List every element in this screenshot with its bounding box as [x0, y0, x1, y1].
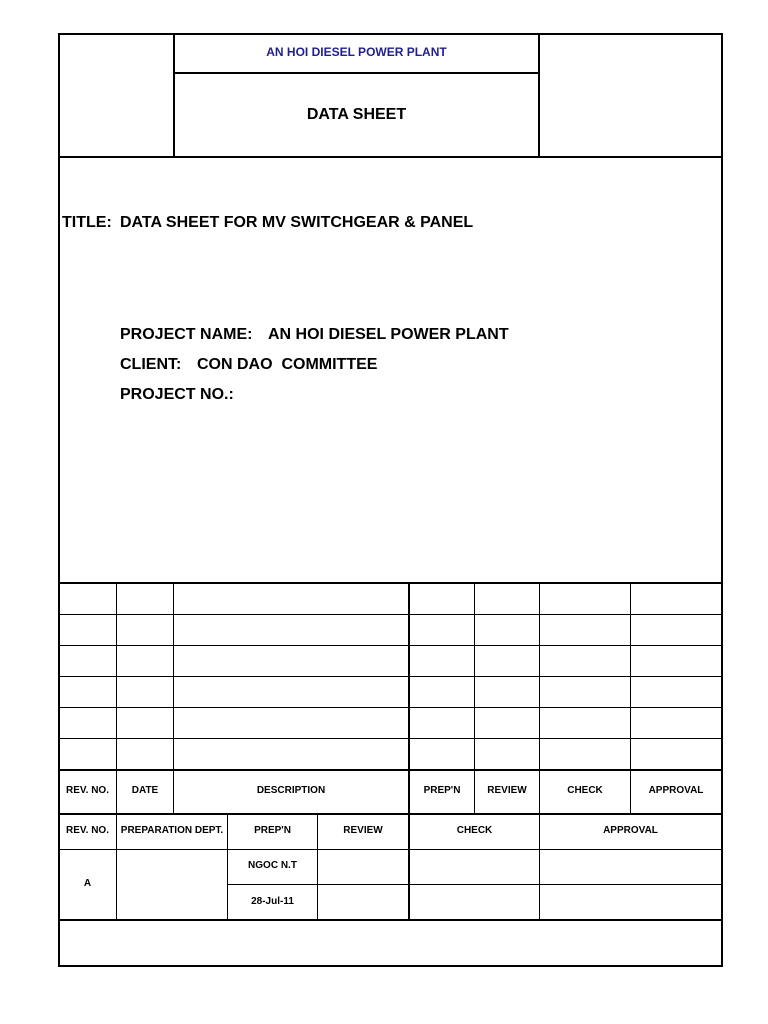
header-doc-type: DATA SHEET	[306, 106, 407, 123]
prep-preparer: NGOC N.T	[248, 860, 297, 871]
title-label: TITLE:	[62, 214, 112, 231]
prep-rev-value: A	[83, 878, 92, 889]
project-number-label: PROJECT NO.:	[120, 386, 234, 403]
prep-header-prepn: PREP'N	[254, 825, 291, 836]
rev-header-description: DESCRIPTION	[256, 785, 326, 796]
prep-date: 28-Jul-11	[251, 896, 294, 907]
prep-header-dept: PREPARATION DEPT.	[120, 825, 224, 836]
project-name-value: AN HOI DIESEL POWER PLANT	[268, 326, 509, 343]
header-plant-name: AN HOI DIESEL POWER PLANT	[266, 45, 447, 59]
rev-header-approval: APPROVAL	[648, 785, 704, 796]
border-bottom	[58, 965, 723, 967]
prep-header-review: REVIEW	[343, 825, 383, 836]
project-name-label: PROJECT NAME:	[120, 326, 253, 343]
rev-header-check: CHECK	[567, 785, 603, 796]
title-value: DATA SHEET FOR MV SWITCHGEAR & PANEL	[120, 214, 474, 231]
rev-header-review: REVIEW	[487, 785, 527, 796]
client-value: CON DAO COMMITTEE	[197, 356, 378, 373]
border-right	[721, 33, 723, 967]
prep-header-rev-no: REV. NO.	[66, 825, 109, 836]
prep-header-check: CHECK	[456, 825, 493, 836]
client-label: CLIENT:	[120, 356, 182, 373]
prep-header-approval: APPROVAL	[603, 825, 658, 836]
rev-header-date: DATE	[131, 785, 159, 796]
rev-header-prepn: PREP'N	[423, 785, 461, 796]
border-top	[58, 33, 723, 35]
rev-header-rev-no: REV. NO.	[66, 785, 109, 796]
